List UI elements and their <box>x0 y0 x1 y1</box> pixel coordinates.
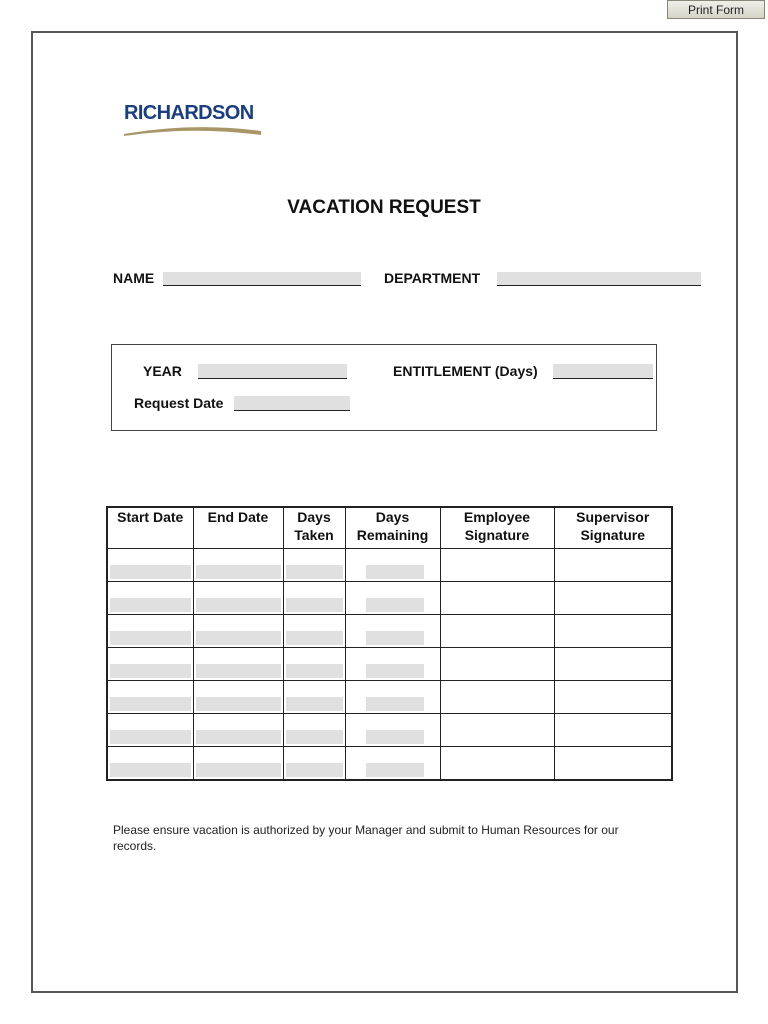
end-date-field[interactable] <box>196 631 281 645</box>
end-date-field[interactable] <box>196 697 281 711</box>
table-cell <box>107 648 193 681</box>
end-date-field[interactable] <box>196 730 281 744</box>
table-header-row <box>107 507 672 549</box>
end-date-field[interactable] <box>196 763 281 777</box>
days-taken-field[interactable] <box>286 565 343 579</box>
table-row <box>107 747 672 781</box>
header-days-taken: Days Taken <box>283 507 345 549</box>
department-label: DEPARTMENT <box>384 270 481 286</box>
days-taken-field[interactable] <box>286 598 343 612</box>
table-cell[interactable] <box>554 648 672 681</box>
logo-swoosh-icon <box>124 122 262 136</box>
table-cell[interactable] <box>440 549 554 582</box>
table-cell[interactable] <box>554 615 672 648</box>
year-label: YEAR <box>143 363 182 379</box>
year-input[interactable] <box>198 364 347 379</box>
richardson-logo <box>124 100 262 138</box>
table-cell <box>107 747 193 781</box>
entitlement-label: ENTITLEMENT (Days) <box>393 363 538 379</box>
days-taken-field[interactable] <box>286 697 343 711</box>
start-date-field[interactable] <box>110 664 191 678</box>
table-cell <box>283 747 345 781</box>
table-cell <box>193 615 283 648</box>
table-cell[interactable] <box>554 681 672 714</box>
header-start-date: Start Date <box>107 507 193 549</box>
days-remaining-field[interactable] <box>366 664 424 678</box>
table-row <box>107 582 672 615</box>
table-cell <box>193 648 283 681</box>
table-cell[interactable] <box>554 747 672 781</box>
table-cell <box>283 714 345 747</box>
name-input[interactable] <box>163 272 361 286</box>
days-remaining-field[interactable] <box>366 763 424 777</box>
start-date-field[interactable] <box>110 763 191 777</box>
header-employee-signature: Employee Signature <box>440 507 554 549</box>
table-cell <box>345 582 440 615</box>
entitlement-input[interactable] <box>553 364 653 379</box>
table-cell <box>107 714 193 747</box>
header-end-date: End Date <box>193 507 283 549</box>
name-label: NAME <box>113 270 155 286</box>
table-cell <box>193 714 283 747</box>
table-row <box>107 549 672 582</box>
table-cell <box>345 615 440 648</box>
table-cell <box>107 681 193 714</box>
table-cell[interactable] <box>440 582 554 615</box>
print-form-button[interactable]: Print Form <box>667 0 765 19</box>
table-cell <box>107 582 193 615</box>
start-date-field[interactable] <box>110 598 191 612</box>
days-remaining-field[interactable] <box>366 598 424 612</box>
department-input[interactable] <box>497 272 701 286</box>
table-cell <box>193 549 283 582</box>
end-date-field[interactable] <box>196 664 281 678</box>
end-date-field[interactable] <box>196 565 281 579</box>
table-cell <box>193 582 283 615</box>
start-date-field[interactable] <box>110 730 191 744</box>
vacation-table <box>106 506 673 781</box>
days-taken-field[interactable] <box>286 664 343 678</box>
request-date-input[interactable] <box>234 396 350 411</box>
table-row <box>107 714 672 747</box>
table-cell <box>283 648 345 681</box>
table-cell <box>193 747 283 781</box>
start-date-field[interactable] <box>110 565 191 579</box>
table-cell[interactable] <box>554 714 672 747</box>
table-cell <box>345 747 440 781</box>
table-cell <box>107 615 193 648</box>
table-cell <box>345 648 440 681</box>
table-cell <box>345 714 440 747</box>
table-row <box>107 615 672 648</box>
start-date-field[interactable] <box>110 697 191 711</box>
days-taken-field[interactable] <box>286 763 343 777</box>
days-remaining-field[interactable] <box>366 565 424 579</box>
table-row <box>107 648 672 681</box>
table-cell[interactable] <box>554 582 672 615</box>
table-cell[interactable] <box>440 648 554 681</box>
table-cell[interactable] <box>554 549 672 582</box>
table-cell[interactable] <box>440 714 554 747</box>
table-cell <box>193 681 283 714</box>
table-cell <box>345 549 440 582</box>
request-date-label: Request Date <box>134 395 224 411</box>
end-date-field[interactable] <box>196 598 281 612</box>
days-remaining-field[interactable] <box>366 631 424 645</box>
footer-note: Please ensure vacation is authorized by your Manager and submit to Human Resources for our records. <box>113 823 619 853</box>
header-days-remaining: Days Remaining <box>345 507 440 549</box>
start-date-field[interactable] <box>110 631 191 645</box>
days-remaining-field[interactable] <box>366 730 424 744</box>
days-taken-field[interactable] <box>286 631 343 645</box>
table-cell[interactable] <box>440 615 554 648</box>
table-cell <box>107 549 193 582</box>
year-entitlement-box <box>111 344 657 431</box>
header-supervisor-signature: Supervisor Signature <box>554 507 672 549</box>
logo-wordmark: RICHARDSON <box>124 102 254 124</box>
table-cell <box>283 582 345 615</box>
table-cell <box>345 681 440 714</box>
days-remaining-field[interactable] <box>366 697 424 711</box>
table-cell <box>283 549 345 582</box>
table-cell <box>283 681 345 714</box>
days-taken-field[interactable] <box>286 730 343 744</box>
table-cell[interactable] <box>440 747 554 781</box>
table-cell[interactable] <box>440 681 554 714</box>
form-title: VACATION REQUEST <box>287 197 481 218</box>
table-cell <box>283 615 345 648</box>
table-row <box>107 681 672 714</box>
